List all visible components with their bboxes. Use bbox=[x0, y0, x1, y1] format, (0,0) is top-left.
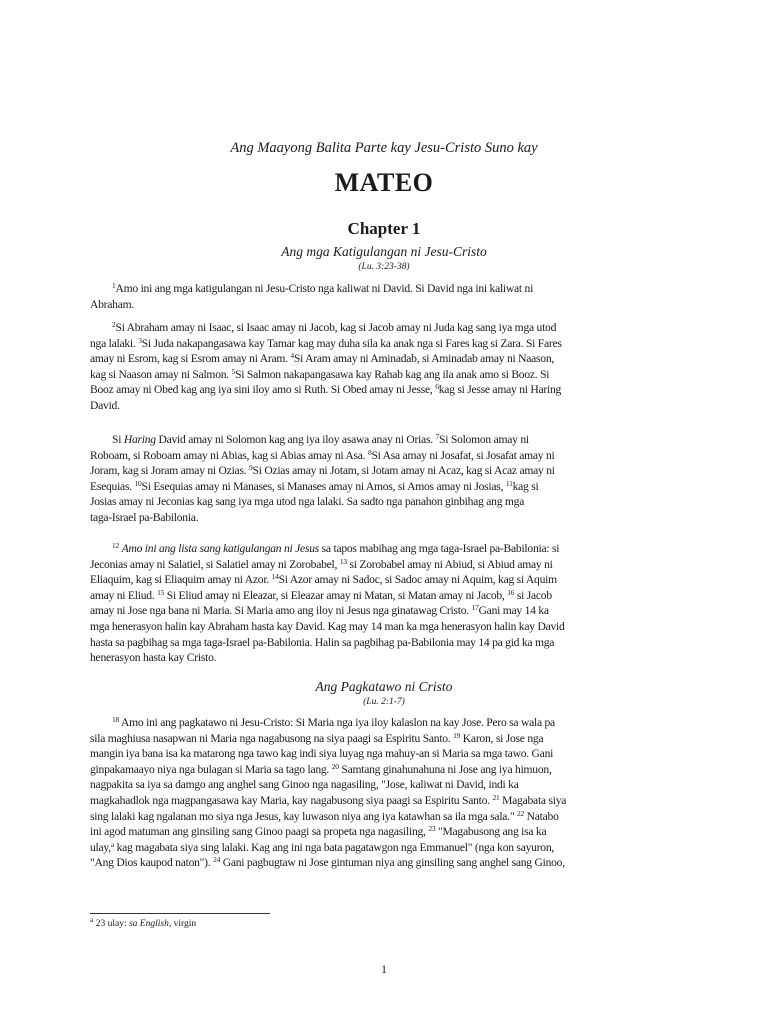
verse-text: kag magabata siya sing lalaki. Kag ang ini nga bata pagatawgon nga Emmanuel" (nga kon sayuron, bbox=[113, 840, 555, 854]
text-line bbox=[90, 840, 680, 856]
verse-text: Eliaquim, kag si Eliaquim amay ni Azor. bbox=[90, 573, 272, 587]
verse-text: David amay ni Solomon kag ang iya iloy asawa anay ni Orias. bbox=[155, 433, 436, 446]
verse-text: kag si Jesse amay ni Haring bbox=[438, 383, 562, 397]
verse-text: Si Eliud amay ni Eleazar, si Eleazar amay ni Matan, si Matan amay ni Jacob, bbox=[164, 588, 508, 602]
verse-number: 22 bbox=[516, 808, 524, 818]
text-line bbox=[90, 650, 680, 666]
text-line bbox=[90, 731, 680, 747]
verse-text: Samtang ginahunahuna ni Jose ang iya himuon, bbox=[338, 762, 552, 776]
verse-number: 10 bbox=[134, 478, 142, 488]
text-line bbox=[90, 510, 680, 526]
verse-paragraph bbox=[90, 281, 680, 312]
text-line bbox=[90, 448, 680, 464]
verse-text: Si Salmon nakapangasawa kay Rahab kag ang ila anak amo si Booz. Si bbox=[235, 367, 550, 381]
text-line bbox=[90, 715, 680, 731]
verse-number: 11 bbox=[505, 478, 513, 488]
text-line bbox=[90, 824, 680, 840]
verse-number: 24 bbox=[213, 855, 221, 865]
text-line bbox=[90, 588, 680, 604]
verse-number: 7 bbox=[435, 432, 440, 441]
verse-number: 14 bbox=[271, 572, 279, 582]
verse-number: 8 bbox=[367, 447, 372, 457]
verse-text: Esequias. bbox=[90, 479, 135, 493]
verse-text: amay ni Eliud. bbox=[90, 588, 158, 602]
text-line bbox=[90, 557, 680, 573]
verse-text: Si Azor amay ni Sadoc, si Sadoc amay ni Aquim, kag si Aquim bbox=[278, 573, 557, 587]
verse-number: 15 bbox=[157, 587, 165, 597]
text-line bbox=[90, 603, 680, 619]
verse-number: 13 bbox=[339, 556, 347, 566]
verse-text: sila maghiusa nasapwan ni Maria nga nagabusong na siya paagi sa Espiritu Santo. bbox=[90, 731, 454, 745]
verse-text: ginpakamaayo niya nga bulagan si Maria sa tago lang. bbox=[90, 762, 332, 776]
verse-number: 18 bbox=[112, 715, 119, 724]
section-heading: Ang Pagkatawo ni Cristo bbox=[315, 679, 453, 694]
verse-text: Amo ini ang mga katigulangan ni Jesu-Cristo nga kaliwat ni David. Si David nga ini kaliwat ni bbox=[115, 282, 534, 295]
verse-number: 2 bbox=[112, 320, 116, 329]
text-line bbox=[90, 762, 680, 778]
chapter-heading: Chapter 1 bbox=[347, 219, 421, 238]
text-line bbox=[90, 793, 680, 809]
verse-text: mangin iya bana isa ka matarong nga tawo kag indi siya luyag nga mahuy-an si Maria sa mga tawo. Gani bbox=[90, 747, 554, 761]
verse-text: Si bbox=[112, 433, 124, 446]
verse-text: magkahadlok nga magpangasawa kay Maria, kay nagabusong siya paagi sa Espiritu Santo. bbox=[90, 793, 493, 807]
verse-text: Natabo bbox=[523, 809, 559, 823]
text-line bbox=[90, 320, 680, 336]
verse-text: Si Asa amay ni Josafat, si Josafat amay ni bbox=[371, 448, 555, 462]
verse-number: 19 bbox=[453, 730, 461, 740]
text-line bbox=[90, 382, 680, 398]
text-line bbox=[90, 281, 680, 297]
verse-number: 17 bbox=[471, 603, 479, 613]
verse-text: kag si Naason amay ni Salmon. bbox=[90, 367, 232, 381]
text-line bbox=[90, 572, 680, 588]
verse-paragraph bbox=[90, 432, 680, 526]
footnote-marker: a bbox=[90, 915, 94, 924]
footnote-suffix: , virgin bbox=[168, 919, 197, 929]
verse-text: Joram, kag si Joram amay ni Ozias. bbox=[90, 464, 249, 478]
verse-text: Booz amay ni Obed kag ang iya sini iloy amo si Ruth. Si Obed amay ni Jesse, bbox=[90, 383, 436, 397]
verse-text: nagpakita sa iya sa damgo ang anghel sang Ginoo nga nagasiling, "Jose, kaliwat ni David, indi ka bbox=[90, 778, 519, 792]
verse-text: si Jacob bbox=[514, 588, 552, 602]
verse-text: David. bbox=[90, 398, 120, 412]
verse-text: Abraham. bbox=[90, 297, 135, 311]
verse-text: hasta sa pagbihag sa mga taga-Israel pa-Babilonia. Halin sa pagbihag pa-Babilonia may 14 pa gid ka mga bbox=[90, 635, 555, 649]
verse-text: Si Abraham amay ni Isaac, si Isaac amay ni Jacob, kag si Jacob amay ni Juda kag sang iya mga utod bbox=[115, 321, 557, 334]
italic-text: Haring bbox=[123, 433, 156, 446]
text-line bbox=[90, 494, 680, 510]
verse-text: amay ni Jose nga bana ni Maria. Si Maria amo ang iloy ni Jesus nga ginatawag Cristo. bbox=[90, 604, 472, 618]
verse-paragraph bbox=[90, 320, 680, 414]
verse-number: 16 bbox=[507, 587, 515, 597]
verse-text: Gani may 14 ka bbox=[478, 604, 549, 618]
verse-text: Si Solomon amay ni bbox=[439, 433, 529, 446]
text-line bbox=[90, 479, 680, 495]
verse-number: 3 bbox=[138, 335, 142, 345]
verse-text: taga-Israel pa-Babilonia. bbox=[90, 510, 199, 524]
page-number: 1 bbox=[381, 962, 387, 976]
text-line bbox=[90, 398, 680, 414]
running-title: Ang Maayong Balita Parte kay Jesu-Cristo Suno kay bbox=[230, 140, 538, 156]
italic-text: Amo ini ang lista sang katigulangan ni Jesus bbox=[121, 542, 320, 555]
text-line bbox=[90, 432, 680, 448]
verse-number: 6 bbox=[435, 382, 439, 392]
text-line bbox=[90, 297, 680, 313]
text-line bbox=[90, 855, 680, 871]
text-line bbox=[90, 635, 680, 651]
section-reference: (Lu. 3:23-38) bbox=[358, 262, 410, 272]
verse-text: Magabata siya bbox=[499, 793, 567, 807]
verse-text: Karon, si Jose nga bbox=[460, 731, 544, 745]
verse-text: Si Esequias amay ni Manases, si Manases amay ni Amos, si Amos amay ni Josias, bbox=[141, 479, 506, 493]
verse-text: amay ni Esrom, kag si Esrom amay ni Aram. bbox=[90, 352, 291, 366]
verse-text: Amo ini ang pagkatawo ni Jesu-Cristo: Si Maria nga iya iloy kalaslon na kay Jose. Pero sa wala pa bbox=[119, 716, 555, 729]
verse-number: 9 bbox=[249, 463, 253, 473]
text-line bbox=[90, 351, 680, 367]
verse-text: Si Juda nakapangasawa kay Tamar kag may duha sila ka anak nga si Fares kag si Zara. Si Fares bbox=[141, 336, 562, 350]
verse-text: si Zorobabel amay ni Abiud, si Abiud amay ni bbox=[346, 557, 553, 571]
text-line bbox=[90, 541, 680, 557]
verse-text: Si Ozias amay ni Jotam, si Jotam amay ni Acaz, kag si Acaz amay ni bbox=[252, 464, 555, 478]
verse-text: Jeconias amay ni Salatiel, si Salatiel amay ni Zorobabel, bbox=[90, 557, 340, 571]
verse-number: a bbox=[110, 839, 114, 849]
verse-number: 23 bbox=[428, 824, 436, 834]
text-line bbox=[90, 367, 680, 383]
verse-number: 5 bbox=[231, 366, 236, 376]
text-line bbox=[90, 777, 680, 793]
verse-text: ulay, bbox=[90, 840, 111, 854]
verse-text: ini agod matuman ang ginsiling sang Ginoo paagi sa propeta nga nagasiling, bbox=[90, 825, 429, 839]
text-line bbox=[90, 746, 680, 762]
footnote-italic: sa English bbox=[128, 919, 169, 929]
verse-paragraph bbox=[90, 715, 680, 871]
verse-number: 4 bbox=[290, 351, 294, 361]
verse-text: sing lalaki kag ngalanan mo siya nga Jesus, kay luwason niya ang iya katawhan sa ila mga sala." bbox=[90, 809, 517, 823]
verse-text: nga lalaki. bbox=[90, 336, 139, 350]
verse-text: "Ang Dios kaupod naton"). bbox=[90, 856, 214, 870]
footnote-prefix: 23 ulay: bbox=[93, 919, 129, 929]
book-title: MATEO bbox=[334, 168, 434, 197]
verse-number: 12 bbox=[112, 541, 119, 550]
verse-number: 21 bbox=[492, 792, 500, 802]
verse-number: 20 bbox=[331, 761, 339, 771]
verse-text: Gani pagbugtaw ni Jose gintuman niya ang ginsiling sang anghel sang Ginoo, bbox=[220, 856, 565, 870]
text-line bbox=[90, 336, 680, 352]
verse-text: Si Aram amay ni Aminadab, si Aminadab amay ni Naason, bbox=[293, 352, 555, 366]
verse-text: Josias amay ni Jeconias kag sang iya mga utod nga lalaki. Sa sadto nga panahon ginbihag ang mga bbox=[90, 495, 525, 509]
verse-text: mga henerasyon halin kay Abraham hasta kay David. Kag may 14 man ka mga henerasyon halin kay David bbox=[90, 619, 565, 633]
section-reference: (Lu. 2:1-7) bbox=[363, 697, 405, 707]
text-line bbox=[90, 809, 680, 825]
section-heading: Ang mga Katigulangan ni Jesu-Cristo bbox=[281, 244, 487, 259]
verse-text: Roboam, si Roboam amay ni Abias, kag si Abias amay ni Asa. bbox=[90, 448, 368, 462]
verse-number: 1 bbox=[112, 281, 116, 290]
verse-paragraph bbox=[90, 541, 680, 666]
footnote bbox=[90, 915, 197, 929]
verse-text: kag si bbox=[512, 479, 539, 493]
verse-text: sa tapos mabihag ang mga taga-Israel pa-Babilonia: si bbox=[319, 542, 560, 555]
text-line bbox=[90, 619, 680, 635]
text-line bbox=[90, 463, 680, 479]
verse-text: "Magabusong ang isa ka bbox=[435, 825, 547, 839]
footnote-divider bbox=[90, 913, 270, 914]
verse-text: henerasyon hasta kay Cristo. bbox=[90, 651, 217, 665]
